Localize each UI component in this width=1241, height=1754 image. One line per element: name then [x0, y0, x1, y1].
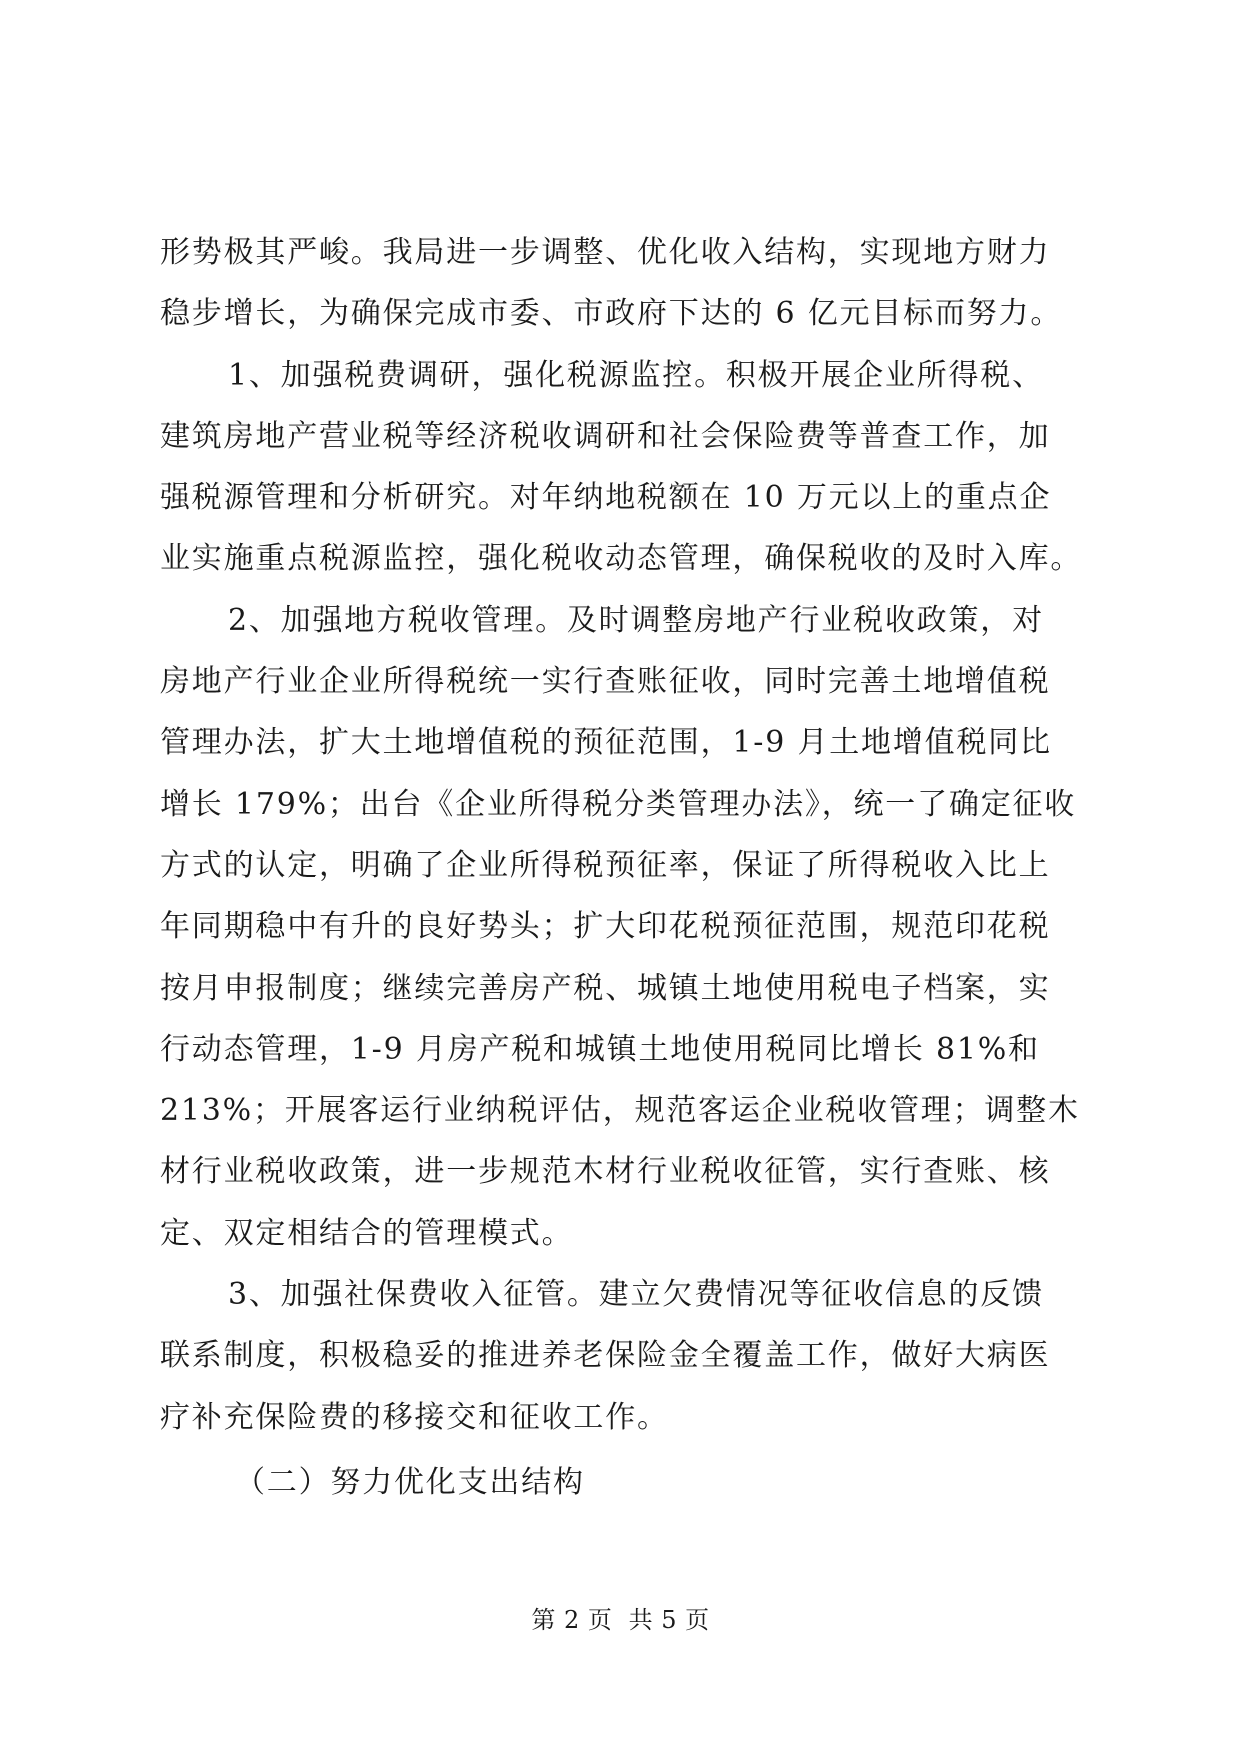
paragraph-first-line: 3、加强社保费收入征管。建立欠费情况等征收信息的反馈 — [228, 1277, 1044, 1313]
text-line: 强税源管理和分析研究。对年纳地税额在 10 万元以上的重点企 — [160, 480, 1052, 516]
text-line: 213%；开展客运行业纳税评估，规范客运企业税收管理；调整木 — [160, 1093, 1080, 1129]
text-line: 建筑房地产营业税等经济税收调研和社会保险费等普查工作，加 — [160, 418, 1051, 454]
text-line: 稳步增长，为确保完成市委、市政府下达的 6 亿元目标而努力。 — [160, 296, 1063, 332]
section-heading: （二）努力优化支出结构 — [235, 1465, 585, 1500]
text-line: 行动态管理，1-9 月房产税和城镇土地使用税同比增长 81%和 — [160, 1031, 1040, 1067]
text-line: 定、双定相结合的管理模式。 — [160, 1215, 574, 1251]
text-line: 形势极其严峻。我局进一步调整、优化收入结构，实现地方财力 — [160, 235, 1051, 270]
text-line: 按月申报制度；继续完善房产税、城镇土地使用税电子档案，实 — [160, 970, 1051, 1006]
text-line: 增长 179%；出台《企业所得税分类管理办法》，统一了确定征收 — [160, 786, 1077, 822]
paragraph-first-line: 1、加强税费调研，强化税源监控。积极开展企业所得税、 — [228, 357, 1044, 393]
text-line: 疗补充保险费的移接交和征收工作。 — [160, 1399, 669, 1435]
text-line: 业实施重点税源监控，强化税收动态管理，确保税收的及时入库。 — [160, 541, 1083, 577]
text-line: 材行业税收政策，进一步规范木材行业税收征管，实行查账、核 — [160, 1154, 1051, 1190]
document-body — [160, 222, 1083, 1448]
text-line: 房地产行业企业所得税统一实行查账征收，同时完善土地增值税 — [160, 664, 1051, 700]
page-footer: 第 2 页 共 5 页 — [531, 1606, 710, 1634]
text-line: 方式的认定，明确了企业所得税预征率，保证了所得税收入比上 — [160, 847, 1051, 883]
text-line: 联系制度，积极稳妥的推进养老保险金全覆盖工作，做好大病医 — [160, 1338, 1051, 1374]
text-line: 管理办法，扩大土地增值税的预征范围，1-9 月土地增值税同比 — [160, 725, 1052, 761]
paragraph-first-line: 2、加强地方税收管理。及时调整房地产行业税收政策，对 — [228, 602, 1044, 638]
text-line: 年同期稳中有升的良好势头；扩大印花税预征范围，规范印花税 — [160, 909, 1051, 945]
